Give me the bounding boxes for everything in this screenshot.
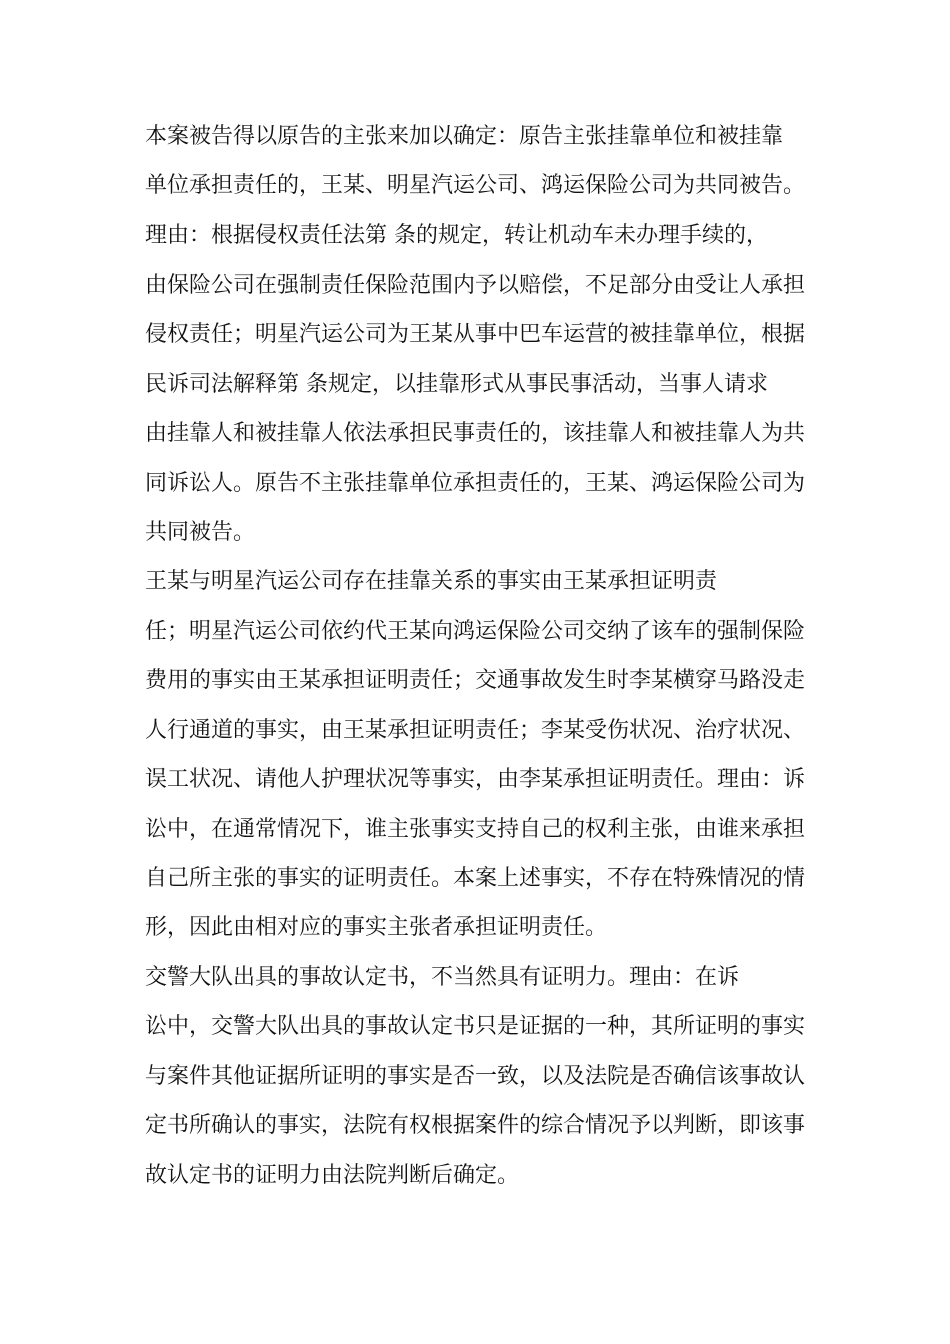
text-line: 任；明星汽运公司依约代王某向鸿运保险公司交纳了该车的强制保险: [145, 619, 806, 644]
text-line: 同诉讼人。原告不主张挂靠单位承担责任的，王某、鸿运保险公司为: [145, 471, 806, 496]
text-line: 理由：根据侵权责任法第 条的规定，转让机动车未办理手续的，: [145, 223, 768, 248]
text-line: 形，因此由相对应的事实主张者承担证明责任。: [145, 915, 608, 940]
text-line: 人行通道的事实，由王某承担证明责任；李某受伤状况、治疗状况、: [145, 718, 806, 743]
text-line: 共同被告。: [145, 520, 256, 545]
text-line: 讼中，在通常情况下，谁主张事实支持自己的权利主张，由谁来承担: [145, 817, 806, 842]
text-line: 与案件其他证据所证明的事实是否一致，以及法院是否确信该事故认: [145, 1064, 806, 1089]
text-line: 讼中，交警大队出具的事故认定书只是证据的一种，其所证明的事实: [145, 1014, 806, 1039]
text-line: 费用的事实由王某承担证明责任；交通事故发生时李某横穿马路没走: [145, 668, 806, 693]
text-line: 定书所确认的事实，法院有权根据案件的综合情况予以判断，即该事: [145, 1113, 806, 1138]
text-line: 侵权责任；明星汽运公司为王某从事中巴车运营的被挂靠单位，根据: [145, 322, 806, 347]
text-line: 故认定书的证明力由法院判断后确定。: [145, 1163, 520, 1188]
text-line: 交警大队出具的事故认定书，不当然具有证明力。理由：在诉: [145, 965, 740, 990]
text-line: 民诉司法解释第 条规定，以挂靠形式从事民事活动，当事人请求: [145, 372, 768, 397]
text-line: 单位承担责任的，王某、明星汽运公司、鸿运保险公司为共同被告。: [145, 173, 806, 198]
text-line: 自己所主张的事实的证明责任。本案上述事实，不存在特殊情况的情: [145, 866, 806, 891]
text-line: 本案被告得以原告的主张来加以确定：原告主张挂靠单位和被挂靠: [145, 124, 784, 149]
text-line: 由保险公司在强制责任保险范围内予以赔偿，不足部分由受让人承担: [145, 273, 806, 298]
text-line: 误工状况、请他人护理状况等事实，由李某承担证明责任。理由：诉: [145, 767, 806, 792]
text-line: 王某与明星汽运公司存在挂靠关系的事实由王某承担证明责: [145, 569, 718, 594]
text-line: 由挂靠人和被挂靠人依法承担民事责任的，该挂靠人和被挂靠人为共: [145, 421, 806, 446]
